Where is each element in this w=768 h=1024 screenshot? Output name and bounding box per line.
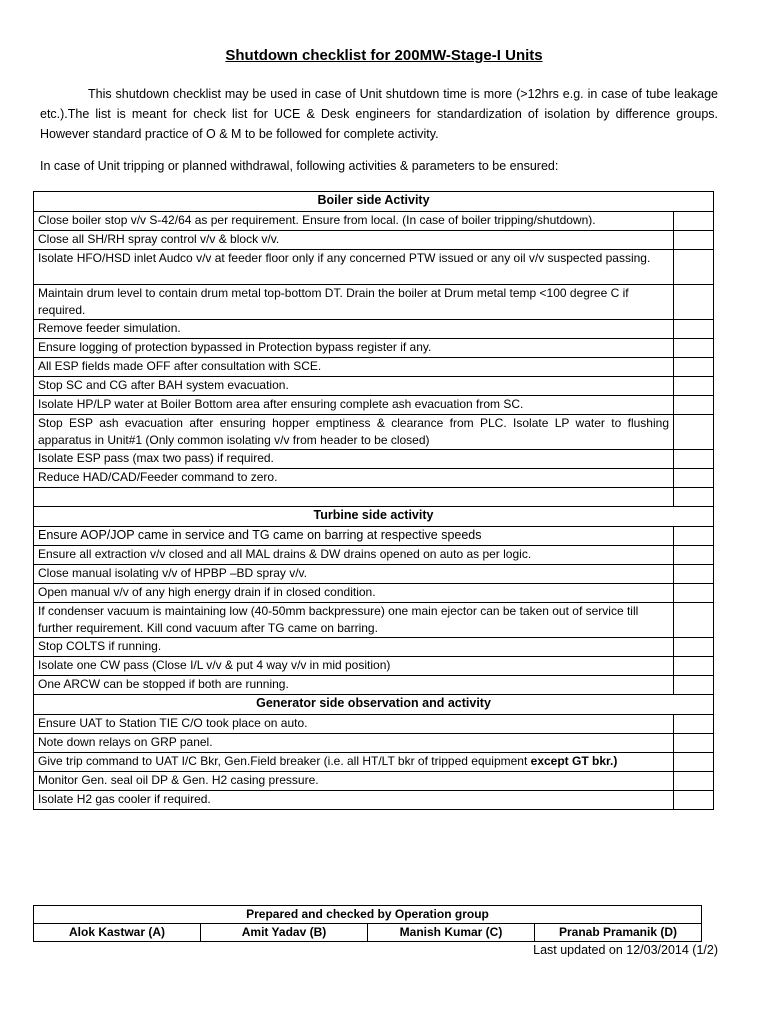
- checklist-row: [34, 734, 714, 753]
- signoff-name: Amit Yadav (B): [201, 924, 368, 942]
- section-row-turbine: [34, 507, 714, 527]
- check-box[interactable]: [674, 396, 714, 415]
- checklist-row: [34, 339, 714, 358]
- checklist-item: Maintain drum level to contain drum metal top-bottom DT. Drain the boiler at Drum metal temp <100 degree C if required.: [34, 285, 674, 320]
- checklist-item: Isolate ESP pass (max two pass) if required.: [34, 450, 674, 469]
- check-box[interactable]: [674, 676, 714, 695]
- checklist-row: [34, 772, 714, 791]
- checklist-row: [34, 638, 714, 657]
- section-row-boiler: [34, 192, 714, 212]
- checklist-row: [34, 250, 714, 285]
- check-box[interactable]: [674, 415, 714, 450]
- section-heading-turbine: Turbine side activity: [34, 507, 714, 527]
- checklist-item: Close manual isolating v/v of HPBP –BD spray v/v.: [34, 565, 674, 584]
- check-box[interactable]: [674, 250, 714, 285]
- check-box[interactable]: [674, 584, 714, 603]
- checklist-item: Close boiler stop v/v S-42/64 as per requirement. Ensure from local. (In case of boiler tripping/shutdown).: [34, 212, 674, 231]
- checklist-item: Ensure AOP/JOP came in service and TG came on barring at respective speeds: [34, 527, 674, 546]
- section-heading-generator: Generator side observation and activity: [34, 695, 714, 715]
- check-box[interactable]: [674, 791, 714, 810]
- checklist-row: [34, 657, 714, 676]
- checklist-item: Isolate HP/LP water at Boiler Bottom area after ensuring complete ash evacuation from SC.: [34, 396, 674, 415]
- checklist-row: [34, 415, 714, 450]
- checklist-row: [34, 753, 714, 772]
- signoff-name: Alok Kastwar (A): [34, 924, 201, 942]
- blank-cell: [34, 488, 674, 507]
- checklist-row: [34, 584, 714, 603]
- checklist-row: [34, 791, 714, 810]
- signoff-heading: Prepared and checked by Operation group: [34, 906, 702, 924]
- checklist-row: [34, 715, 714, 734]
- check-box[interactable]: [674, 772, 714, 791]
- check-box[interactable]: [674, 377, 714, 396]
- check-box[interactable]: [674, 469, 714, 488]
- check-box[interactable]: [674, 546, 714, 565]
- signoff-heading-row: [34, 906, 702, 924]
- check-box[interactable]: [674, 212, 714, 231]
- checklist-item: Reduce HAD/CAD/Feeder command to zero.: [34, 469, 674, 488]
- checklist-item: [34, 753, 674, 772]
- signoff-name: Manish Kumar (C): [368, 924, 535, 942]
- checklist-item: Ensure logging of protection bypassed in Protection bypass register if any.: [34, 339, 674, 358]
- checklist-row: [34, 527, 714, 546]
- checklist-item: Isolate HFO/HSD inlet Audco v/v at feeder floor only if any concerned PTW issued or any oil v/v suspected passing.: [34, 250, 674, 285]
- shutdown-checklist-table: [33, 191, 714, 810]
- checklist-item-text: Give trip command to UAT I/C Bkr, Gen.Field breaker (i.e. all HT/LT bkr of tripped equipment: [38, 754, 531, 768]
- checklist-item: Isolate H2 gas cooler if required.: [34, 791, 674, 810]
- checklist-item-emphasis: except GT bkr.): [530, 754, 618, 768]
- checklist-item: Ensure UAT to Station TIE C/O took place on auto.: [34, 715, 674, 734]
- signoff-table: [33, 905, 702, 942]
- check-box[interactable]: [674, 603, 714, 638]
- checklist-item: Remove feeder simulation.: [34, 320, 674, 339]
- checklist-item: Open manual v/v of any high energy drain if in closed condition.: [34, 584, 674, 603]
- check-box[interactable]: [674, 358, 714, 377]
- blank-row: [34, 488, 714, 507]
- section-heading-boiler: Boiler side Activity: [34, 192, 714, 212]
- check-box[interactable]: [674, 753, 714, 772]
- checklist-row: [34, 231, 714, 250]
- checklist-row: [34, 565, 714, 584]
- checklist-item: All ESP fields made OFF after consultation with SCE.: [34, 358, 674, 377]
- check-box[interactable]: [674, 565, 714, 584]
- check-box[interactable]: [674, 450, 714, 469]
- check-box[interactable]: [674, 339, 714, 358]
- checklist-item: Stop ESP ash evacuation after ensuring hopper emptiness & clearance from PLC. Isolate LP water to flushing apparatus in Unit#1 (Only common isolating v/v from header to be closed): [34, 415, 674, 450]
- check-box[interactable]: [674, 285, 714, 320]
- checklist-item: If condenser vacuum is maintaining low (40-50mm backpressure) one main ejector can be taken out of service till further requirement. Kill cond vacuum after TG came on barring.: [34, 603, 674, 638]
- check-box[interactable]: [674, 657, 714, 676]
- check-box[interactable]: [674, 320, 714, 339]
- check-box[interactable]: [674, 715, 714, 734]
- signoff-name: Pranab Pramanik (D): [535, 924, 702, 942]
- section-row-generator: [34, 695, 714, 715]
- checklist-row: [34, 358, 714, 377]
- last-updated-note: Last updated on 12/03/2014 (1/2): [533, 943, 718, 957]
- checklist-row: [34, 450, 714, 469]
- check-box[interactable]: [674, 488, 714, 507]
- document-title: Shutdown checklist for 200MW-Stage-I Units: [225, 47, 543, 64]
- check-box[interactable]: [674, 231, 714, 250]
- checklist-item: Stop COLTS if running.: [34, 638, 674, 657]
- checklist-item: Stop SC and CG after BAH system evacuation.: [34, 377, 674, 396]
- checklist-row: [34, 320, 714, 339]
- checklist-item: One ARCW can be stopped if both are running.: [34, 676, 674, 695]
- intro-paragraph: This shutdown checklist may be used in case of Unit shutdown time is more (>12hrs e.g. in case of tube leakage etc.).The list is meant for check list for UCE & Desk engineers for standardization of isolation by difference groups. However standard practice of O & M to be followed for complete activity.: [40, 87, 718, 141]
- signoff-names-row: [34, 924, 702, 942]
- checklist-row: [34, 285, 714, 320]
- checklist-item: Note down relays on GRP panel.: [34, 734, 674, 753]
- checklist-row: [34, 396, 714, 415]
- intro-line: In case of Unit tripping or planned withdrawal, following activities & parameters to be ensured:: [40, 159, 559, 173]
- checklist-item: Monitor Gen. seal oil DP & Gen. H2 casing pressure.: [34, 772, 674, 791]
- checklist-row: [34, 377, 714, 396]
- check-box[interactable]: [674, 527, 714, 546]
- checklist-item: Isolate one CW pass (Close I/L v/v & put 4 way v/v in mid position): [34, 657, 674, 676]
- checklist-item: Close all SH/RH spray control v/v & block v/v.: [34, 231, 674, 250]
- checklist-item: Ensure all extraction v/v closed and all MAL drains & DW drains opened on auto as per logic.: [34, 546, 674, 565]
- checklist-row: [34, 212, 714, 231]
- check-box[interactable]: [674, 638, 714, 657]
- checklist-row: [34, 603, 714, 638]
- checklist-row: [34, 546, 714, 565]
- checklist-row: [34, 469, 714, 488]
- check-box[interactable]: [674, 734, 714, 753]
- checklist-row: [34, 676, 714, 695]
